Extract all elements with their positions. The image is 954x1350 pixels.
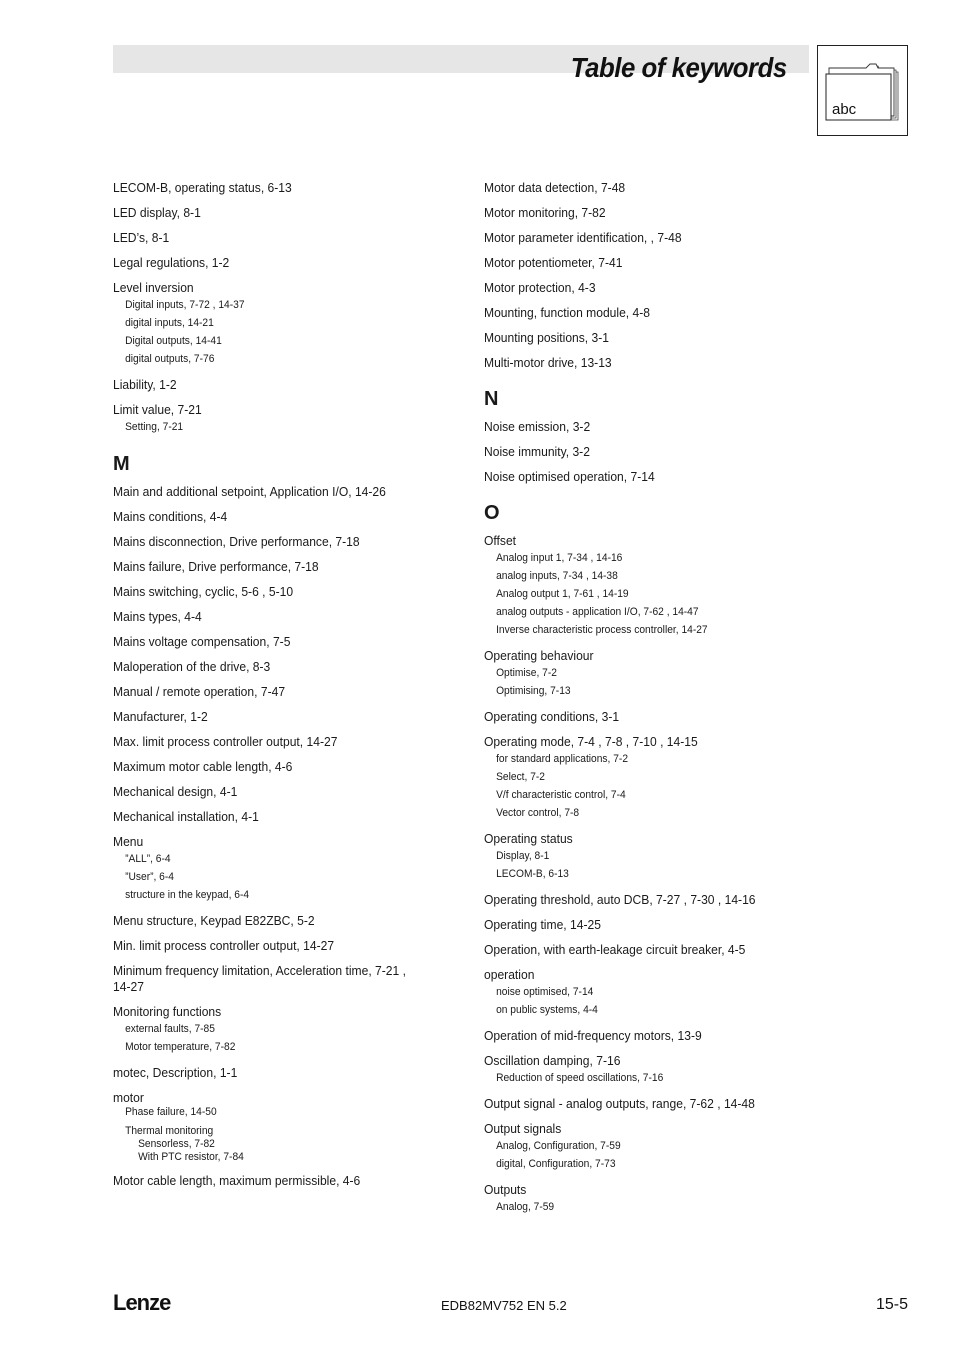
entry-term: Maximum motor cable length, 4-6 [113,759,293,774]
index-entry [113,684,443,700]
entry-term: LED display, 8-1 [113,205,201,220]
index-entry [113,634,443,650]
index-entry [113,609,443,625]
page-title: Table of keywords [571,52,787,83]
section-letter: O [484,502,500,524]
index-entry [113,809,443,825]
sub-entry: Setting, 7-21 [125,421,184,433]
sub-entry: Reduction of speed oscillations, 7-16 [496,1072,664,1084]
entry-term: Mains failure, Drive performance, 7-18 [113,559,319,574]
index-entry [484,1121,814,1173]
index-entry [113,509,443,525]
entry-term: Offset [484,533,517,548]
entry-term: Operating conditions, 3-1 [484,709,620,724]
index-entry [113,534,443,550]
index-entry [113,963,443,995]
index-column-right [484,180,814,1225]
sub-entry: Thermal monitoring [125,1125,214,1137]
sub-entry: Analog, Configuration, 7-59 [496,1140,621,1152]
index-entry [484,734,814,822]
entry-term: Oscillation damping, 7-16 [484,1053,621,1068]
index-column-left [113,180,443,1198]
sub-entry: noise optimised, 7-14 [496,986,594,998]
entry-term: Operating status [484,831,573,846]
sub-entry: Analog, 7-59 [496,1201,555,1213]
index-entry [484,533,814,639]
sub-entry: Optimise, 7-2 [496,667,557,679]
index-entry [113,709,443,725]
index-entry [484,1182,814,1216]
entry-term: Min. limit process controller output, 14-27 [113,938,335,953]
entry-term: Menu structure, Keypad E82ZBC, 5-2 [113,913,315,928]
entry-term: Outputs [484,1182,527,1197]
index-entry [113,759,443,775]
index-entry [484,355,814,371]
sub-entry: Phase failure, 14-50 [125,1106,217,1118]
index-entry [484,180,814,196]
sub-entry: Analog input 1, 7-34 , 14-16 [496,552,623,564]
entry-term: motor [113,1090,144,1105]
sub-entry: digital inputs, 14-21 [125,317,214,329]
entry-term: Operating threshold, auto DCB, 7-27 , 7-30 , 14-16 [484,892,756,907]
index-entry [113,938,443,954]
entry-term: Manual / remote operation, 7-47 [113,684,286,699]
sub-entry: for standard applications, 7-2 [496,753,629,765]
sub-entry: LECOM-B, 6-13 [496,868,569,880]
sub-entry: Digital outputs, 14-41 [125,335,222,347]
index-entry [484,444,814,460]
entry-term: Mounting positions, 3-1 [484,330,610,345]
sub-entry: on public systems, 4-4 [496,1004,598,1016]
section-letter: N [484,388,499,410]
index-entry [484,469,814,485]
index-entry [113,734,443,750]
entry-term: Monitoring functions [113,1004,222,1019]
entry-term: motec, Description, 1-1 [113,1065,238,1080]
entry-term: Motor monitoring, 7-82 [484,205,606,220]
sub-sub-entry: Sensorless, 7-82 [138,1138,215,1150]
index-entry [113,180,443,196]
sub-entry: analog outputs - application I/O, 7-62 , 14-47 [496,606,699,618]
entry-term: Max. limit process controller output, 14-27 [113,734,338,749]
index-entry [484,205,814,221]
entry-term: Manufacturer, 1-2 [113,709,208,724]
index-entry [484,305,814,321]
entry-term: LECOM-B, operating status, 6-13 [113,180,292,195]
index-entry [113,1173,443,1189]
index-entry [484,648,814,700]
sub-entry: external faults, 7-85 [125,1023,215,1035]
index-entry [484,330,814,346]
sub-entry: analog inputs, 7-34 , 14-38 [496,570,618,582]
index-entry [113,280,443,368]
entry-term: Noise optimised operation, 7-14 [484,469,655,484]
entry-term: Operating mode, 7-4 , 7-8 , 7-10 , 14-15 [484,734,698,749]
entry-term: Motor parameter identification, , 7-48 [484,230,682,245]
entry-term: Multi-motor drive, 13-13 [484,355,612,370]
sub-entry: Analog output 1, 7-61 , 14-19 [496,588,629,600]
sub-entry: ”User”, 6-4 [125,871,174,883]
entry-term: Mechanical installation, 4-1 [113,809,259,824]
entry-term: Motor potentiometer, 7-41 [484,255,623,270]
index-entry [484,917,814,933]
sub-entry: structure in the keypad, 6-4 [125,889,250,901]
sub-entry: ”ALL”, 6-4 [125,853,171,865]
sub-entry: Display, 8-1 [496,850,550,862]
index-entry [113,1090,443,1164]
sub-sub-entry: With PTC resistor, 7-84 [138,1151,244,1163]
entry-term: Operation of mid-frequency motors, 13-9 [484,1028,702,1043]
entry-term: Level inversion [113,280,194,295]
index-entry [484,709,814,725]
entry-term: Output signals [484,1121,562,1136]
index-entry [484,892,814,908]
entry-term: Maloperation of the drive, 8-3 [113,659,271,674]
index-entry [113,584,443,600]
sub-entry: Vector control, 7-8 [496,807,580,819]
index-entry [113,913,443,929]
index-entry [113,1065,443,1081]
entry-term: Noise emission, 3-2 [484,419,591,434]
sub-entry: digital, Configuration, 7-73 [496,1158,616,1170]
index-entry [113,377,443,393]
index-entry [484,230,814,246]
entry-term: Mechanical design, 4-1 [113,784,238,799]
sub-entry: Select, 7-2 [496,771,546,783]
brand-logo: Lenze [113,1290,171,1315]
index-entry [484,1053,814,1087]
sub-entry: V/f characteristic control, 7-4 [496,789,626,801]
index-entry [484,255,814,271]
entry-term: Mains types, 4-4 [113,609,202,624]
page-number: 15-5 [875,1296,908,1313]
entry-term: Minimum frequency limitation, Acceleration time, 7-21 , 14-27 [113,963,406,994]
sub-entry: Inverse characteristic process controller, 14-27 [496,624,708,636]
index-entry [113,559,443,575]
entry-term: operation [484,967,535,982]
section-letter: M [113,453,130,475]
index-entry [484,280,814,296]
entry-term: Motor data detection, 7-48 [484,180,626,195]
entry-term: Operating behaviour [484,648,594,663]
sub-entry: Motor temperature, 7-82 [125,1041,236,1053]
index-entry [113,1004,443,1056]
icon-label: abc [832,101,857,118]
entry-term: Main and additional setpoint, Application I/O, 14-26 [113,484,386,499]
index-entry [484,1028,814,1044]
entry-term: Mains disconnection, Drive performance, 7-18 [113,534,360,549]
document-id: EDB82MV752 EN 5.2 [441,1298,567,1313]
entry-term: LED’s, 8-1 [113,230,170,245]
index-entry [113,834,443,904]
index-entry [484,967,814,1019]
index-entry [484,419,814,435]
entry-term: Noise immunity, 3-2 [484,444,590,459]
index-entry [484,1096,814,1112]
entry-term: Output signal - analog outputs, range, 7-62 , 14-48 [484,1096,755,1111]
index-entry [113,659,443,675]
index-entry [113,484,443,500]
entry-term: Motor cable length, maximum permissible, 4-6 [113,1173,361,1188]
folder-tabs-icon [817,45,908,136]
entry-term: Mains conditions, 4-4 [113,509,228,524]
sub-entry: Optimising, 7-13 [496,685,571,697]
sub-entry: Digital inputs, 7-72 , 14-37 [125,299,245,311]
entry-term: Mains switching, cyclic, 5-6 , 5-10 [113,584,294,599]
index-entry [484,942,814,958]
index-entry [113,230,443,246]
index-entry [484,831,814,883]
entry-term: Mounting, function module, 4-8 [484,305,651,320]
entry-term: Operation, with earth-leakage circuit breaker, 4-5 [484,942,746,957]
entry-term: Legal regulations, 1-2 [113,255,230,270]
entry-term: Motor protection, 4-3 [484,280,596,295]
index-entry [113,205,443,221]
entry-term: Operating time, 14-25 [484,917,601,932]
entry-term: Mains voltage compensation, 7-5 [113,634,291,649]
sub-entry: digital outputs, 7-76 [125,353,215,365]
index-entry [113,255,443,271]
entry-term: Menu [113,834,144,849]
index-entry [113,784,443,800]
entry-term: Liability, 1-2 [113,377,177,392]
index-entry [113,402,443,436]
entry-term: Limit value, 7-21 [113,402,202,417]
